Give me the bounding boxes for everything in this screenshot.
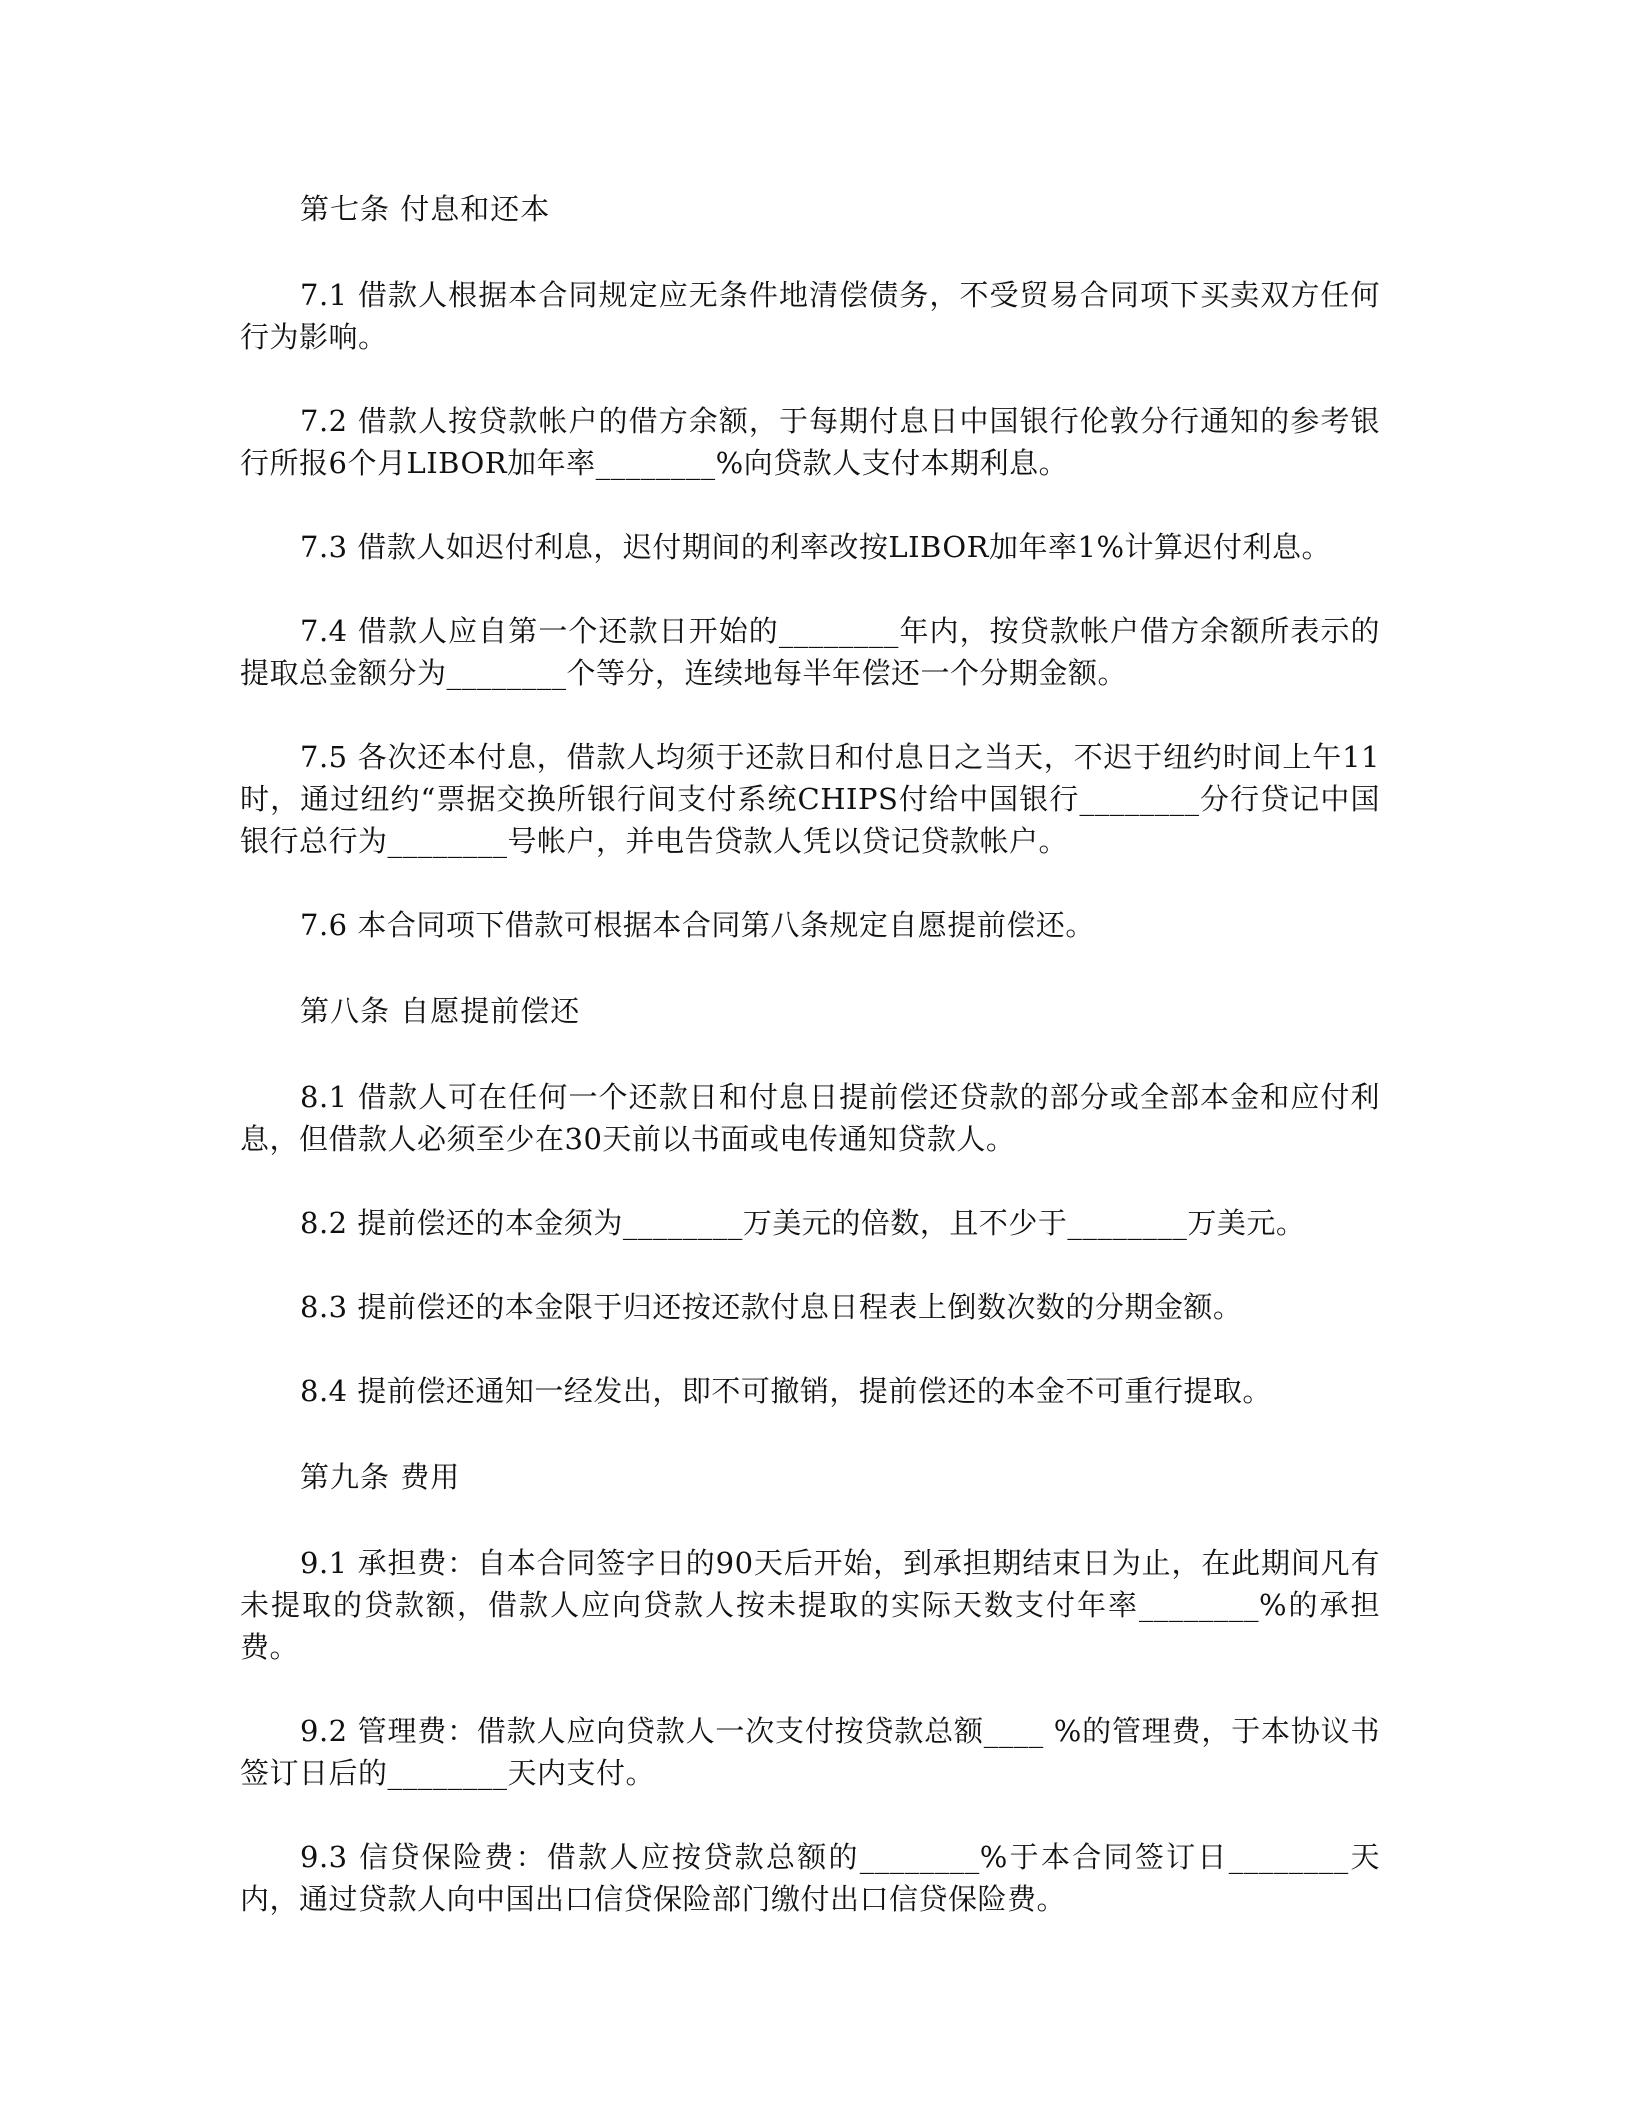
clause-7-6: 7.6 本合同项下借款可根据本合同第八条规定自愿提前偿还。 [300,908,1095,942]
clause-8-1: 8.1 借款人可在任何一个还款日和付息日提前偿还贷款的部分或全部本金和应付利息，但借款人必须至少在30天前以书面或电传通知贷款人。 [240,1080,1380,1156]
clause-9-2: 9.2 管理费：借款人应向贷款人一次支付按贷款总额____ %的管理费，于本协议书签订日后的________天内支付。 [240,1714,1380,1790]
clause-8-3: 8.3 提前偿还的本金限于归还按还款付息日程表上倒数次数的分期金额。 [300,1290,1243,1324]
document-page [240,186,1380,1962]
clause-8-2: 8.2 提前偿还的本金须为________万美元的倍数，且不少于________万美元。 [300,1206,1306,1240]
article-9 [240,1454,1380,1920]
clause-9-3: 9.3 信贷保险费：借款人应按贷款总额的________%于本合同签订日________天内，通过贷款人向中国出口信贷保险部门缴付出口信贷保险费。 [240,1840,1380,1916]
clause-7-1: 7.1 借款人根据本合同规定应无条件地清偿债务，不受贸易合同项下买卖双方任何行为影响。 [240,278,1380,354]
article-7 [240,186,1380,946]
clause-7-4: 7.4 借款人应自第一个还款日开始的________年内，按贷款帐户借方余额所表示的提取总金额分为________个等分，连续地每半年偿还一个分期金额。 [240,614,1380,690]
clause-8-4: 8.4 提前偿还通知一经发出，即不可撤销，提前偿还的本金不可重行提取。 [300,1374,1272,1408]
clause-7-2: 7.2 借款人按贷款帐户的借方余额，于每期付息日中国银行伦敦分行通知的参考银行所报6个月LIBOR加年率________%向贷款人支付本期利息。 [240,404,1380,480]
clause-7-5: 7.5 各次还本付息，借款人均须于还款日和付息日之当天，不迟于纽约时间上午11时，通过纽约“票据交换所银行间支付系统CHIPS付给中国银行________分行贷记中国银行总行为________号帐户，并电告贷款人凭以贷记贷款帐户。 [240,740,1380,858]
clause-7-3: 7.3 借款人如迟付利息，迟付期间的利率改按LIBOR加年率1%计算迟付利息。 [300,530,1332,564]
clause-9-1: 9.1 承担费：自本合同签字日的90天后开始，到承担期结束日为止，在此期间凡有未提取的贷款额，借款人应向贷款人按未提取的实际天数支付年率________%的承担费。 [240,1546,1380,1664]
article-heading: 第七条 付息和还本 [300,192,551,226]
article-8 [240,988,1380,1412]
article-heading: 第九条 费用 [300,1460,461,1494]
article-heading: 第八条 自愿提前偿还 [300,994,581,1028]
